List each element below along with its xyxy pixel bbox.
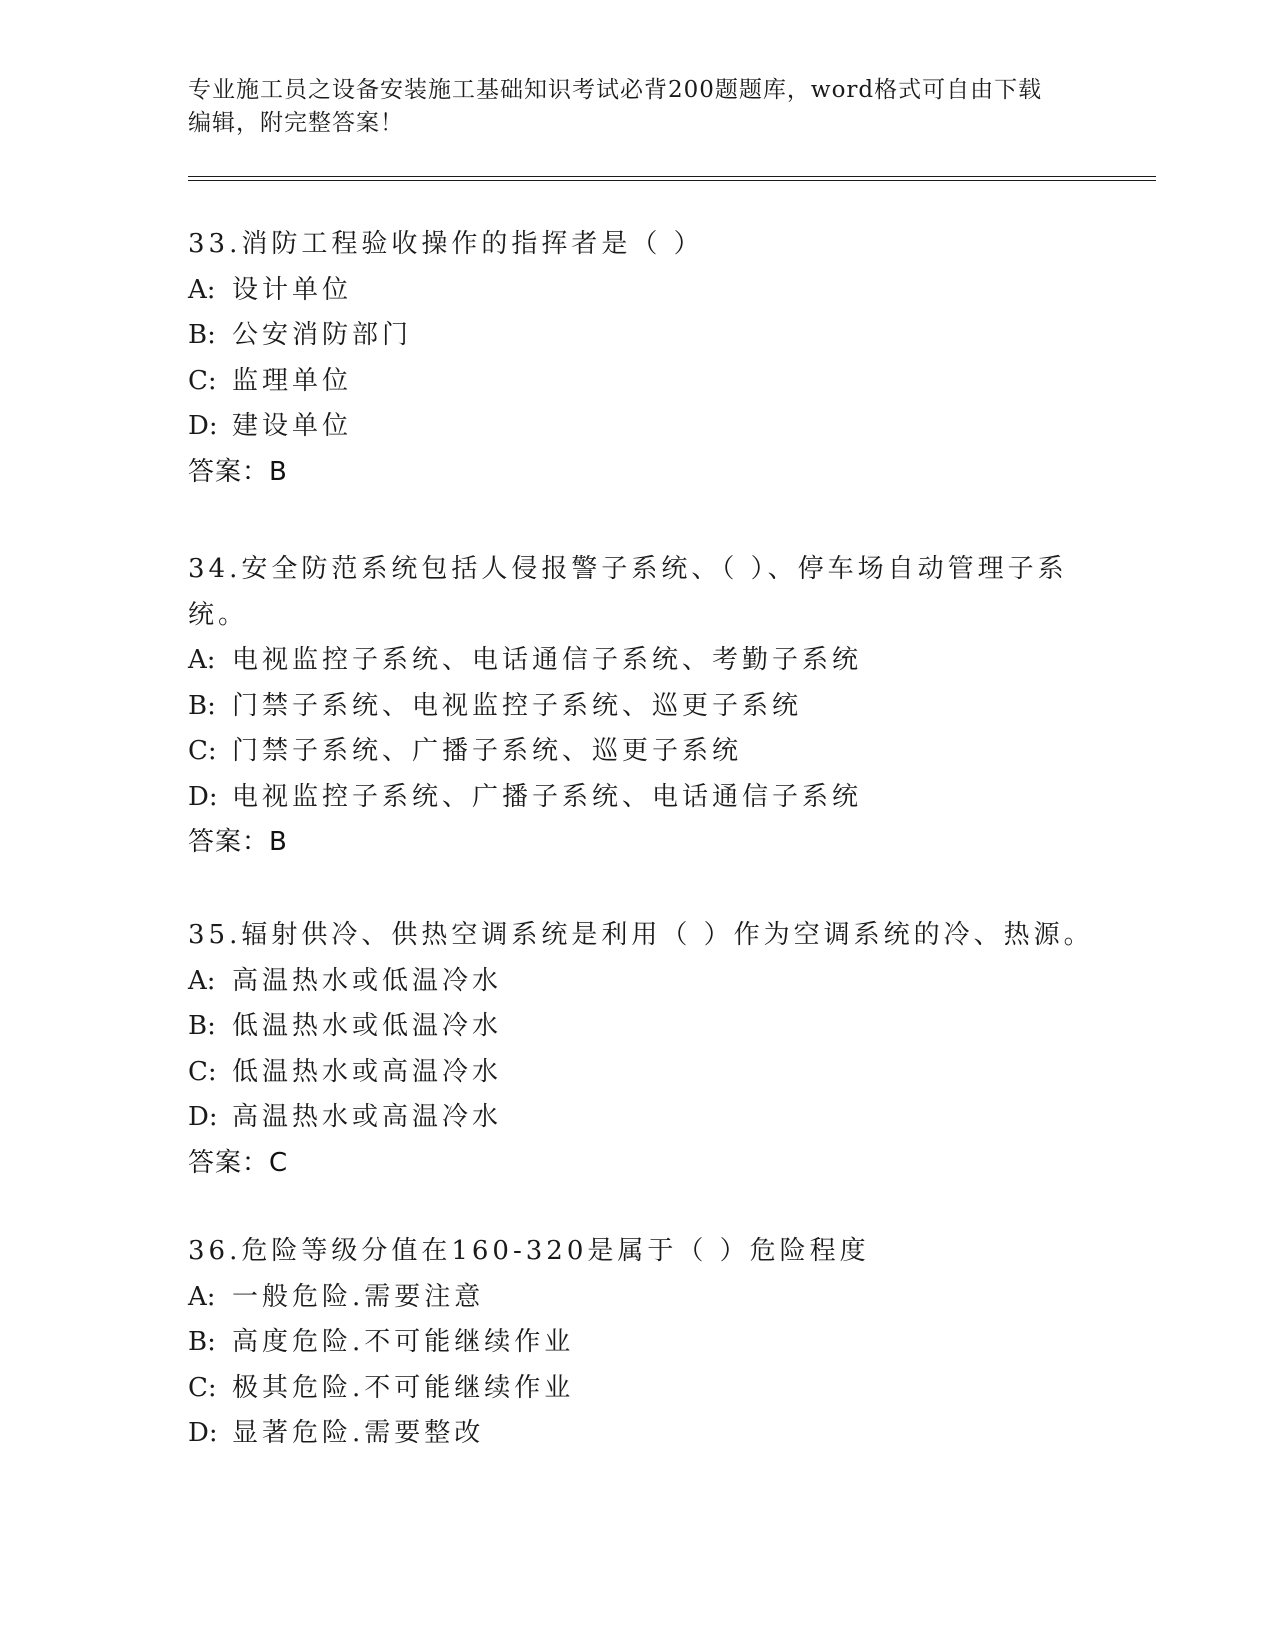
- option-c: [188, 359, 1088, 405]
- option-key: C:: [188, 1372, 217, 1403]
- option-d: [188, 1411, 1088, 1457]
- document-header: [188, 74, 1068, 140]
- option-text: 电视监控子系统、广播子系统、电话通信子系统: [232, 781, 863, 812]
- question-36: [188, 1229, 1088, 1457]
- option-a: [188, 268, 1088, 314]
- option-text: 电视监控子系统、电话通信子系统、考勤子系统: [232, 645, 863, 675]
- option-key: A:: [188, 645, 216, 675]
- option-key: A:: [188, 965, 216, 996]
- option-text: 设计单位: [232, 274, 353, 305]
- option-key: D:: [188, 781, 218, 812]
- option-d: [188, 775, 1088, 821]
- option-key: A:: [188, 1281, 216, 1312]
- question-stem-line-1: 34.安全防范系统包括人侵报警子系统、（ ）、停车场自动管理子系: [188, 554, 1068, 584]
- option-text: 监理单位: [232, 365, 353, 396]
- option-b: [188, 313, 1088, 359]
- option-text: 建设单位: [232, 411, 353, 441]
- option-text: 公安消防部门: [232, 320, 413, 350]
- answer-label: 答案：C: [188, 1147, 289, 1178]
- option-c: [188, 1366, 1088, 1412]
- question-stem: 35.辐射供冷、供热空调系统是利用（ ）作为空调系统的冷、热源。: [188, 920, 1094, 950]
- option-text: 门禁子系统、电视监控子系统、巡更子系统: [232, 690, 803, 721]
- option-key: D:: [188, 1418, 218, 1448]
- option-text: 门禁子系统、广播子系统、巡更子系统: [232, 736, 743, 766]
- option-key: D:: [188, 1102, 218, 1132]
- option-key: C:: [188, 365, 217, 396]
- option-text: 显著危险.需要整改: [232, 1418, 485, 1448]
- option-text: 一般危险.需要注意: [232, 1281, 485, 1312]
- option-key: C:: [188, 1056, 217, 1087]
- question-stem: 33.消防工程验收操作的指挥者是（ ）: [188, 229, 704, 259]
- question-stem-line-2: 统。: [188, 599, 249, 630]
- question-34: [188, 547, 1088, 866]
- option-key: A:: [188, 274, 216, 305]
- option-b: [188, 1320, 1088, 1366]
- question-35: [188, 913, 1094, 1186]
- option-b: [188, 1004, 1088, 1050]
- option-key: B:: [188, 1327, 216, 1357]
- option-a: [188, 959, 1088, 1005]
- option-key: B:: [188, 320, 216, 350]
- option-d: [188, 404, 1088, 450]
- option-text: 高温热水或低温冷水: [232, 965, 503, 996]
- option-a: [188, 638, 1088, 684]
- option-key: D:: [188, 411, 218, 441]
- option-c: [188, 1050, 1088, 1096]
- question-stem: 36.危险等级分值在160-320是属于（ ）危险程度: [188, 1236, 870, 1266]
- option-text: 极其危险.不可能继续作业: [232, 1372, 575, 1403]
- header-line-2: 编辑，附完整答案！: [188, 110, 404, 136]
- answer-label: 答案：B: [188, 456, 288, 487]
- option-key: B:: [188, 690, 216, 721]
- option-d: [188, 1095, 1088, 1141]
- question-33: [188, 222, 1088, 495]
- header-divider: [188, 176, 1156, 181]
- option-text: 低温热水或低温冷水: [232, 1011, 503, 1041]
- option-key: B:: [188, 1011, 216, 1041]
- option-text: 低温热水或高温冷水: [232, 1056, 503, 1087]
- option-c: [188, 729, 1088, 775]
- option-key: C:: [188, 736, 217, 766]
- option-a: [188, 1275, 1088, 1321]
- header-line-1: 专业施工员之设备安装施工基础知识考试必背200题题库，word格式可自由下载: [188, 77, 1043, 103]
- option-text: 高温热水或高温冷水: [232, 1102, 503, 1132]
- answer-label: 答案：B: [188, 827, 288, 857]
- option-b: [188, 684, 1088, 730]
- option-text: 高度危险.不可能继续作业: [232, 1327, 575, 1357]
